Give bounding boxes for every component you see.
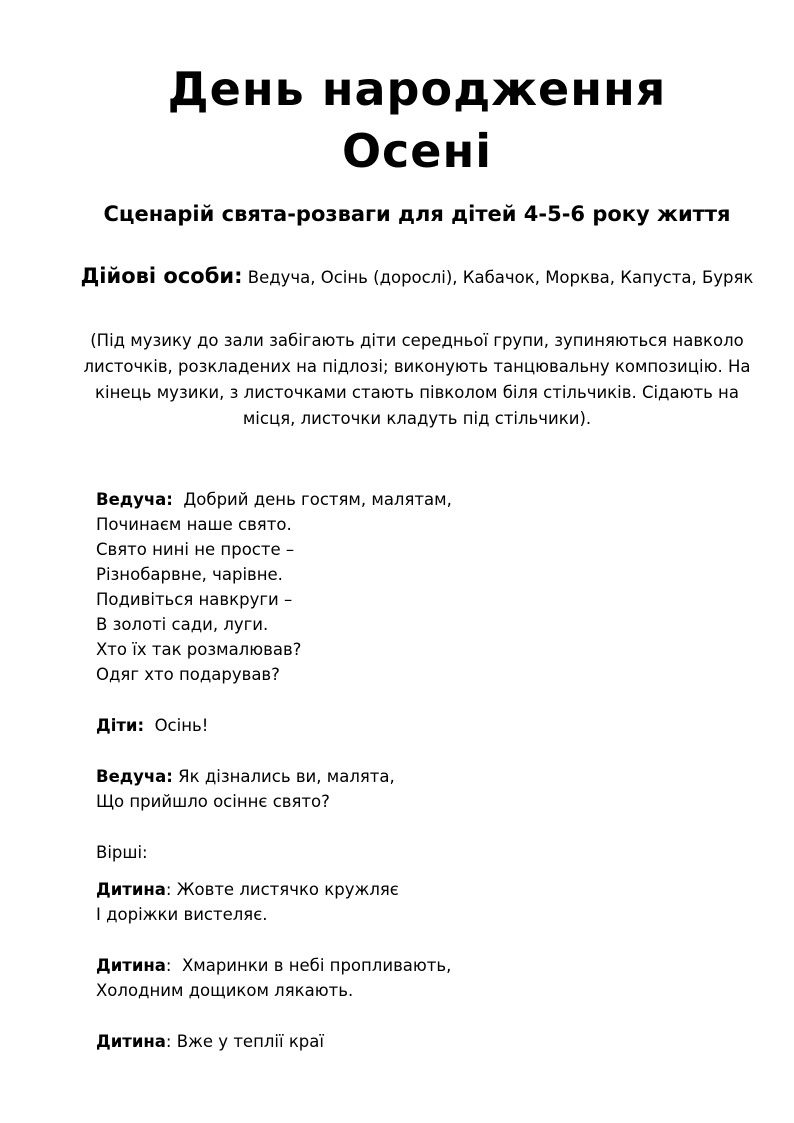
speech-line: Подивіться навкруги – <box>96 590 293 609</box>
script-block-host-2 <box>96 764 756 814</box>
spacer <box>96 927 756 953</box>
document-subtitle: Сценарій свята-розваги для дітей 4-5-6 року життя <box>103 202 731 226</box>
line <box>96 1029 756 1054</box>
speaker-name: Ведуча: <box>96 767 173 786</box>
speech-line: Хто їх так розмалював? <box>96 640 302 659</box>
speech-line: І доріжки вистеляє. <box>96 905 268 924</box>
speaker-name: Ведуча: <box>96 490 173 509</box>
speaker-name: Дитина <box>96 1032 166 1051</box>
spacer <box>96 1003 756 1029</box>
script-block-child-1 <box>96 877 756 927</box>
title-line-2: Осені <box>341 124 493 178</box>
characters-label: Дійові особи: <box>80 264 243 288</box>
speech-text: : Хмаринки в небі пропливають, <box>165 956 452 975</box>
speech-line: Що прийшло осіннє свято? <box>96 792 330 811</box>
line <box>96 877 756 902</box>
line <box>96 764 756 789</box>
line <box>96 713 756 738</box>
speech-line: Одяг хто подарував? <box>96 665 280 684</box>
speech-text: Як дізнались ви, малята, <box>172 767 395 786</box>
spacer <box>96 865 756 877</box>
speech-line: Починаєм наше свято. <box>96 515 292 534</box>
stage-direction: (Під музику до зали забігають діти середньої групи, зупиняються навколо листочків, розкладених на підлозі; виконують танцювальну композицію. На кінець музики, з листочками стають півколом біля стільчиків. Сідають на місця, листочки кладуть під стільчики). <box>83 331 751 428</box>
characters-list <box>40 262 794 292</box>
speech-text: : Вже у теплії краї <box>165 1032 324 1051</box>
speech-line: Різнобарвне, чарівне. <box>96 565 283 584</box>
poems-heading <box>96 840 756 865</box>
spacer <box>96 738 756 764</box>
title-line-1: День народження <box>167 62 667 116</box>
script-body <box>96 487 756 1054</box>
script-block-child-3 <box>96 1029 756 1054</box>
poems-label: Вірші: <box>96 843 148 862</box>
speech-text: Осінь! <box>144 716 209 735</box>
script-block-child-2 <box>96 953 756 1003</box>
speech-line: Холодним дощиком лякають. <box>96 981 354 1000</box>
script-block-host-1 <box>96 487 756 687</box>
document-title <box>60 58 774 182</box>
speaker-name: Дитина <box>96 880 166 899</box>
speech-line: В золоті сади, луги. <box>96 615 269 634</box>
line <box>96 953 756 978</box>
script-block-children <box>96 713 756 738</box>
speaker-name: Дитина <box>96 956 166 975</box>
characters-text: Ведуча, Осінь (дорослі), Кабачок, Морква, Капуста, Буряк <box>242 268 754 287</box>
speech-text: Добрий день гостям, малятам, <box>172 490 452 509</box>
speech-line: Свято нині не просте – <box>96 540 295 559</box>
line <box>96 490 452 509</box>
spacer <box>96 687 756 713</box>
spacer <box>96 814 756 840</box>
speech-text: : Жовте листячко кружляє <box>165 880 399 899</box>
speaker-name: Діти: <box>96 716 145 735</box>
